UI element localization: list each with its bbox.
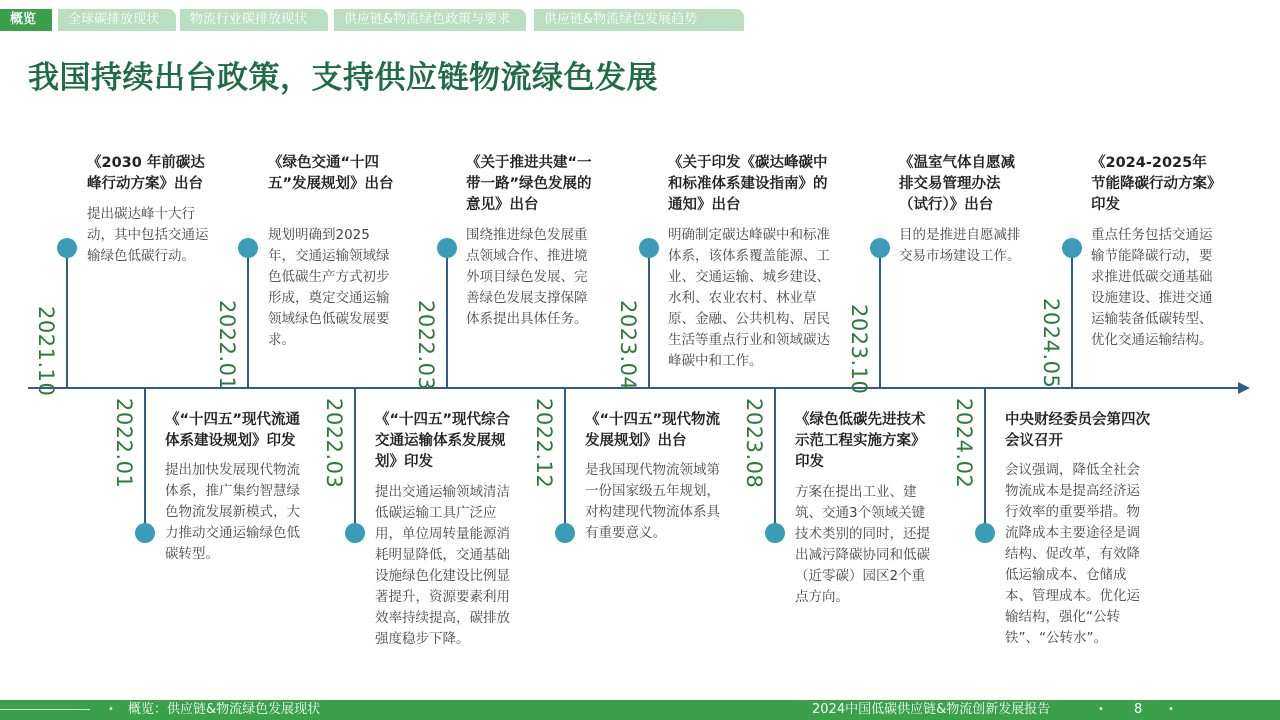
timeline-dot-icon [639,238,659,258]
timeline-connector [446,248,448,388]
tab-green-trends[interactable]: 供应链&物流绿色发展趋势 [534,9,744,31]
timeline-connector [879,248,881,388]
bullet-icon: • [1098,704,1104,715]
event-title: 《关于印发《碳达峰碳中和标准体系建设指南》的通知》出台 [668,155,828,213]
timeline-connector [774,389,776,533]
timeline-dot-icon [437,238,457,258]
event-description: 提出交通运输领域清洁低碳运输工具广泛应用，单位周转量能源消耗明显降低，交通基础设施绿色化建设比例显著提升，资源要素利用效率持续提高，碳排放强度稳步下降。 [375,484,510,647]
timeline-connector [247,248,249,388]
bullet-icon: • [108,704,114,715]
page-footer [0,700,1280,720]
event-title: 《“十四五”现代物流发展规划》出台 [585,412,721,449]
section-nav [0,9,760,31]
event-date: 2021.10 [34,306,58,397]
timeline-dot-icon [555,523,575,543]
event-title: 《关于推进共建“一带一路”绿色发展的意见》出台 [466,155,592,213]
event-title: 《绿色交通“十四五”发展规划》出台 [268,155,394,192]
timeline-dot-icon [765,523,785,543]
footer-divider [0,709,90,710]
timeline-connector [66,248,68,388]
tab-global-emissions[interactable]: 全球碳排放现状 [58,9,176,31]
event-description: 规划明确到2025年，交通运输领域绿色低碳生产方式初步形成，奠定交通运输领域绿色低碳发展要求。 [268,227,390,348]
tab-overview[interactable]: 概览 [0,9,52,31]
timeline-connector [144,389,146,533]
event-description: 目的是推进自愿减排交易市场建设工作。 [899,227,1021,264]
event-description: 重点任务包括交通运输节能降碳行动，要求推进低碳交通基础设施建设、推进交通运输装备低碳转型、优化交通运输结构。 [1091,227,1213,348]
event-date: 2022.01 [112,398,136,489]
event-title: 《“十四五”现代流通体系建设规划》印发 [165,412,301,449]
event-date: 2023.10 [847,304,871,395]
event-date: 2022.03 [414,300,438,391]
event-title: 《2024-2025年节能降碳行动方案》印发 [1091,155,1215,213]
event-title: 《绿色低碳先进技术示范工程实施方案》印发 [795,412,926,470]
event-description: 提出碳达峰十大行动，其中包括交通运输绿色低碳行动。 [87,206,209,264]
timeline-dot-icon [57,238,77,258]
event-date: 2024.02 [952,398,976,489]
event-date: 2024.05 [1039,298,1063,389]
timeline-dot-icon [1062,238,1082,258]
event-description: 围绕推进绿色发展重点领域合作、推进境外项目绿色发展、完善绿色发展支撑保障体系提出具体任务。 [466,227,588,327]
tab-green-policy[interactable]: 供应链&物流绿色政策与要求 [334,9,526,31]
event-date: 2022.12 [532,398,556,489]
timeline-dot-icon [975,523,995,543]
event-description: 会议强调，降低全社会物流成本是提高经济运行效率的重要举措。物流降成本主要途径是调结构、促改革，有效降低运输成本、仓储成本、管理成本。优化运输结构，强化“公转铁”、“公转水”。 [1005,462,1140,646]
event-description: 提出加快发展现代物流体系，推广集约智慧绿色物流发展新模式，大力推动交通运输绿色低碳转型。 [165,462,300,562]
event-date: 2023.08 [742,398,766,489]
timeline-connector [1071,248,1073,388]
timeline-connector [354,389,356,533]
event-date: 2022.01 [215,300,239,391]
timeline-dot-icon [870,238,890,258]
page-number: 8 [1134,702,1143,717]
event-description: 是我国现代物流领域第一份国家级五年规划，对构建现代物流体系具有重要意义。 [585,462,720,541]
event-date: 2023.04 [616,300,640,391]
footer-report-title: 2024中国低碳供应链&物流创新发展报告 [812,702,1051,717]
timeline-dot-icon [135,523,155,543]
event-title: 《“十四五”现代综合交通运输体系发展规划》印发 [375,412,511,470]
event-title: 《2030 年前碳达峰行动方案》出台 [87,155,205,192]
timeline-connector [564,389,566,533]
event-title: 《温室气体自愿减排交易管理办法（试行）》出台 [899,155,1015,213]
timeline-connector [648,248,650,388]
timeline-dot-icon [238,238,258,258]
timeline-arrow-icon [1238,382,1250,394]
event-description: 明确制定碳达峰碳中和标准体系，该体系覆盖能源、工业、交通运输、城乡建设、水利、农业农村、林业草原、金融、公共机构、居民生活等重点行业和领域碳达峰碳中和工作。 [668,227,830,369]
timeline-connector [984,389,986,533]
bullet-icon: • [1168,704,1174,715]
page-title: 我国持续出台政策，支持供应链物流绿色发展 [28,60,658,96]
event-date: 2022.03 [322,398,346,489]
footer-section-label: 概览：供应链&物流绿色发展现状 [128,702,321,717]
event-title: 中央财经委员会第四次会议召开 [1005,412,1150,449]
timeline-dot-icon [345,523,365,543]
tab-logistics-emissions[interactable]: 物流行业碳排放现状 [180,9,328,31]
event-description: 方案在提出工业、建筑、交通3个领域关键技术类别的同时，还提出减污降碳协同和低碳（近零碳）园区2个重点方向。 [795,484,930,605]
